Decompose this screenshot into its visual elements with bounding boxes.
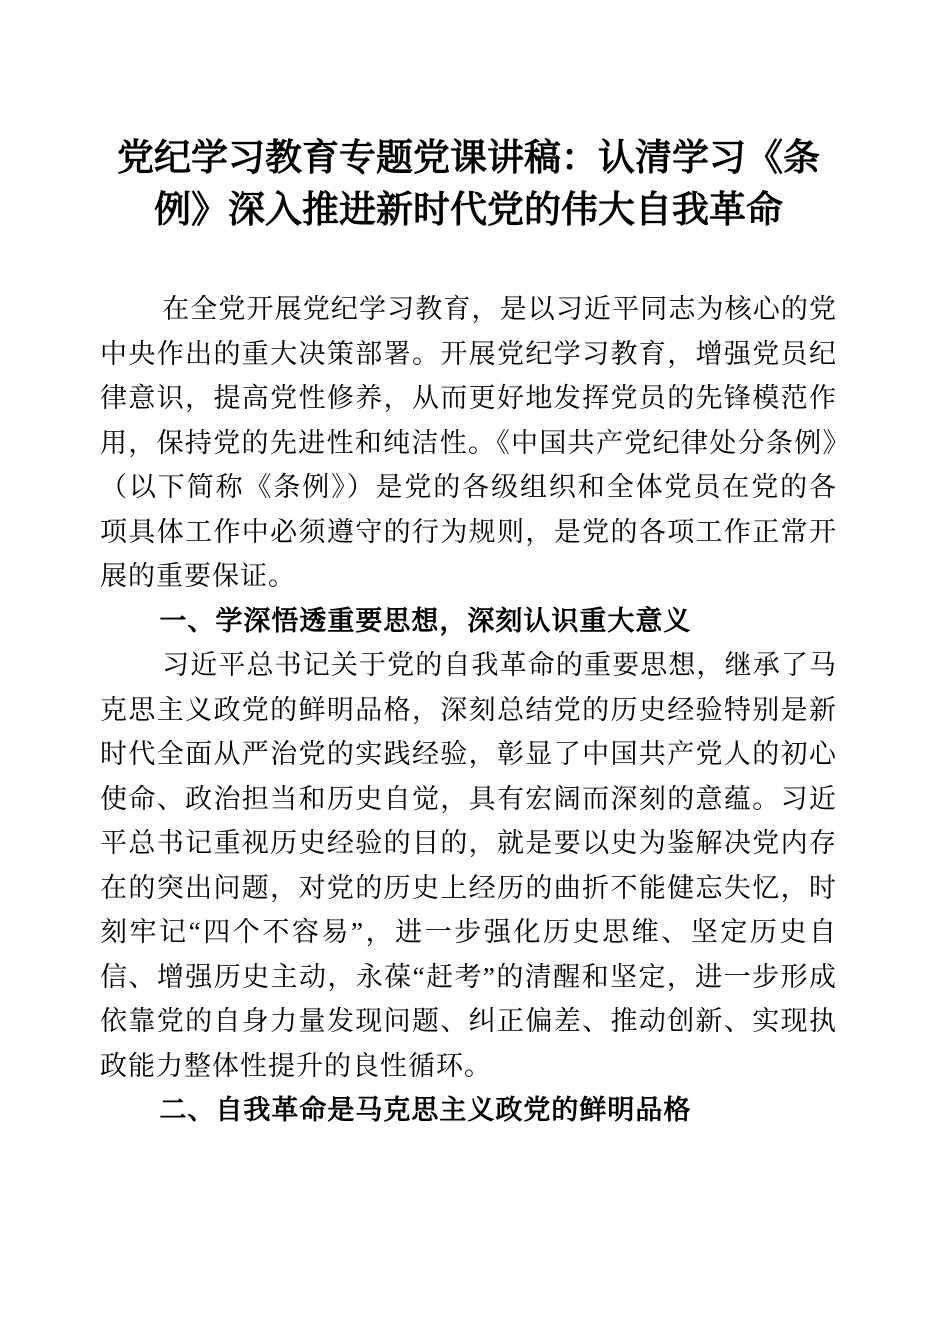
document-title: 党纪学习教育专题党课讲稿：认清学习《条例》深入推进新时代党的伟大自我革命 <box>117 138 820 231</box>
section-heading-2: 二、自我革命是马克思主义政党的鲜明品格 <box>159 1095 692 1125</box>
paragraph-section-1: 习近平总书记关于党的自我革命的重要思想，继承了马克思主义政党的鲜明品格，深刻总结党的历史经验特别是新时代全面从严治党的实践经验，彰显了中国共产党人的初心使命、政治担当和历史自觉，具有宏阔而深刻的意蕴。习近平总书记重视历史经验的目的，就是要以史为鉴解决党内存在的突出问题，对党的历史上经历的曲折不能健忘失忆，时刻牢记“四个不容易”，进一步强化历史思维、坚定历史自信、增强历史主动，永葆“赶考”的清醒和坚定，进一步形成依靠党的自身力量发现问题、纠正偏差、推动创新、实现执政能力整体性提升的良性循环。 <box>100 650 837 1081</box>
section-heading-1: 一、学深悟透重要思想，深刻认识重大意义 <box>159 605 692 636</box>
paragraph-intro: 在全党开展党纪学习教育，是以习近平同志为核心的党中央作出的重大决策部署。开展党纪学习教育，增强党员纪律意识，提高党性修养，从而更好地发挥党员的先锋模范作用，保持党的先进性和纯洁性。《中国共产党纪律处分条例》（以下简称《条例》）是党的各级组织和全体党员在党的各项具体工作中必须遵守的行为规则，是党的各项工作正常开展的重要保证。 <box>100 294 837 591</box>
